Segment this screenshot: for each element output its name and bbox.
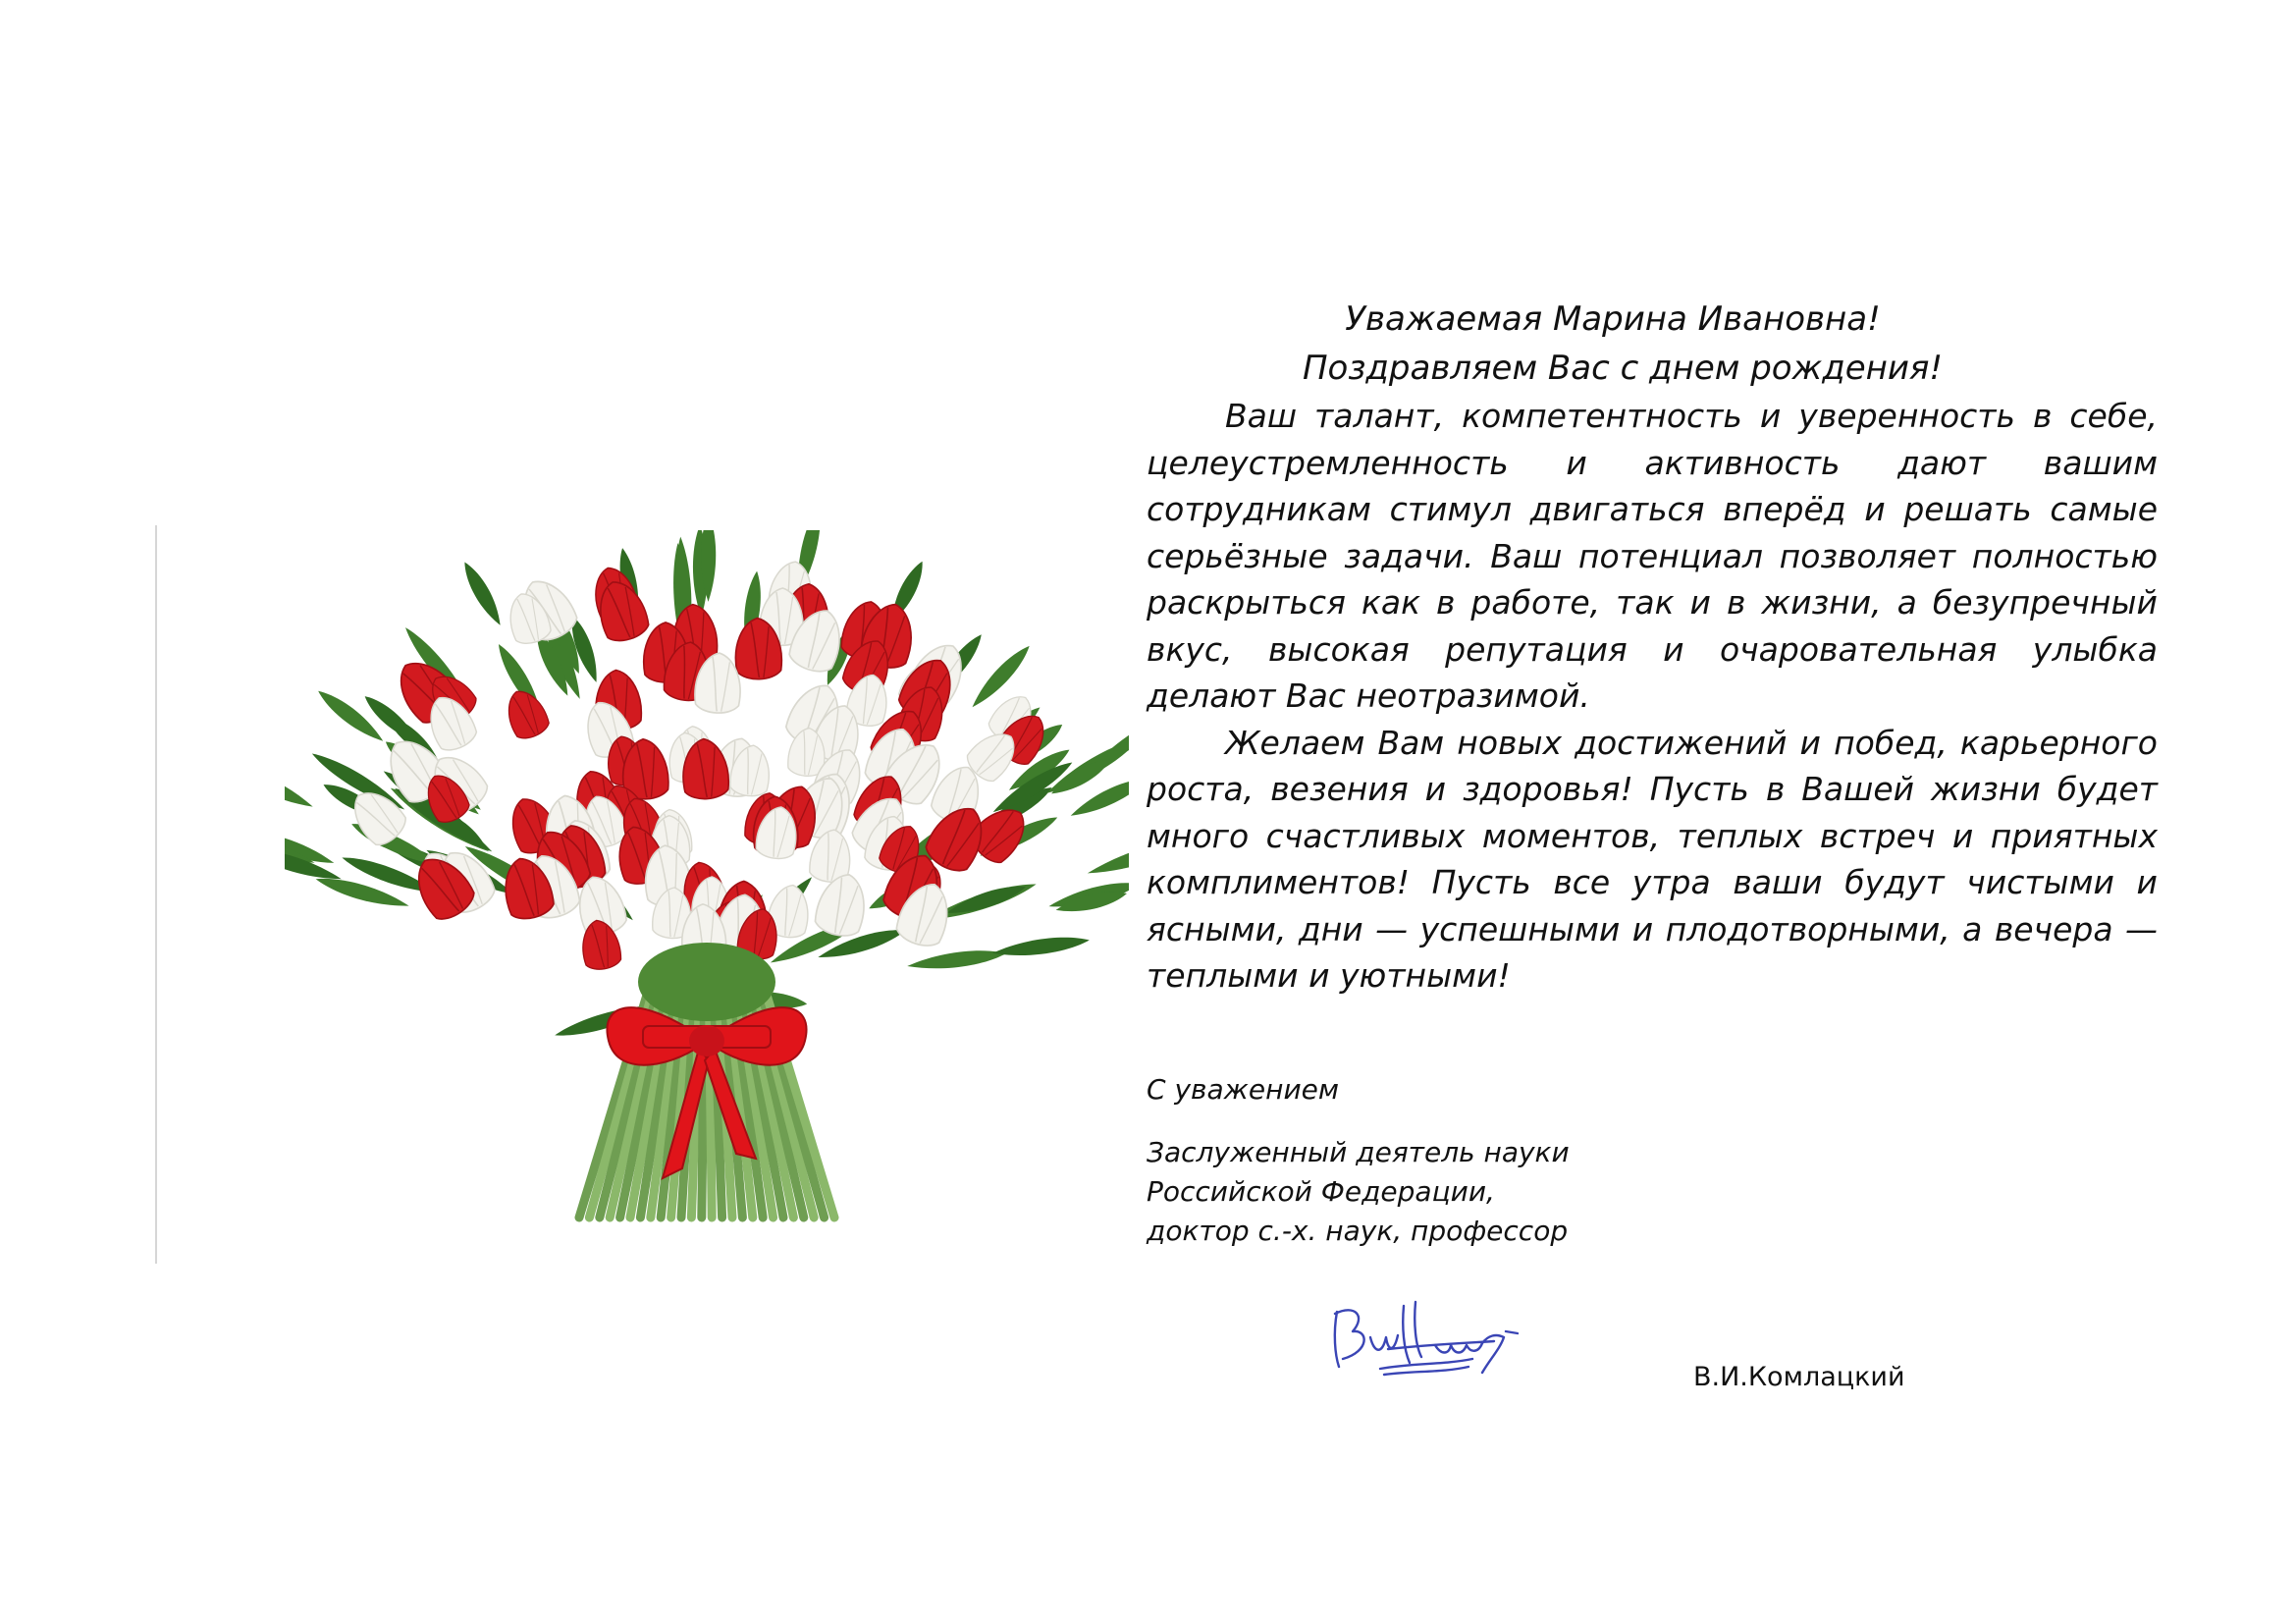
bouquet-stems	[579, 943, 834, 1218]
handwritten-signature	[1325, 1294, 1561, 1392]
tulip-bouquet-image	[285, 530, 1129, 1257]
leaf-icon	[458, 559, 507, 629]
signer-title-line-3: доктор с.-х. наук, профессор	[1147, 1215, 1569, 1247]
leaf-icon	[906, 947, 1007, 974]
greeting-line-1: Уважаемая Марина Ивановна!	[1345, 299, 1881, 339]
signer-title-line-2: Российской Федерации,	[1147, 1175, 1495, 1208]
leaf-icon	[1086, 832, 1129, 881]
letter-paragraph-1: Ваш талант, компетентность и уверенность в себе, целеустремленность и активность дают вашим сотрудникам стимул двигаться вперёд и решать самые серьёзные задачи. Ваш потенциал позволяет полностью раскрыться как в работе, так и в жизни, а безупречный вкус, высокая репутация и очаровательная улыбка делают Вас неотразимой.	[1147, 397, 2158, 715]
leaf-icon	[991, 933, 1091, 960]
bouquet-flowers	[343, 559, 1054, 972]
leaf-icon	[285, 758, 316, 813]
greeting-line-2: Поздравляем Вас с днем рождения!	[1302, 349, 1944, 388]
letter-paragraph-2: Желаем Вам новых достижений и побед, карьерного роста, везения и здоровья! Пусть в Вашей жизни будет много счастливых моментов, теплых встреч и приятных комплиментов! Пусть все утра ваши будут чистыми и ясными, дни — успешными и плодотворными, а вечера — теплыми и уютными!	[1147, 723, 2158, 995]
letter-closing	[1147, 1070, 1834, 1251]
closing-regards: С уважением	[1147, 1073, 1339, 1106]
letter-body	[1147, 295, 2158, 1000]
leaf-icon	[314, 685, 388, 747]
signer-title-line-1: Заслуженный деятель науки	[1147, 1136, 1570, 1168]
signature-icon	[1325, 1294, 1561, 1392]
signer-name: В.И.Комлацкий	[1693, 1362, 1905, 1392]
left-margin-line	[155, 525, 157, 1264]
bouquet-icon	[285, 530, 1129, 1257]
red-tulip-icon	[500, 684, 552, 742]
